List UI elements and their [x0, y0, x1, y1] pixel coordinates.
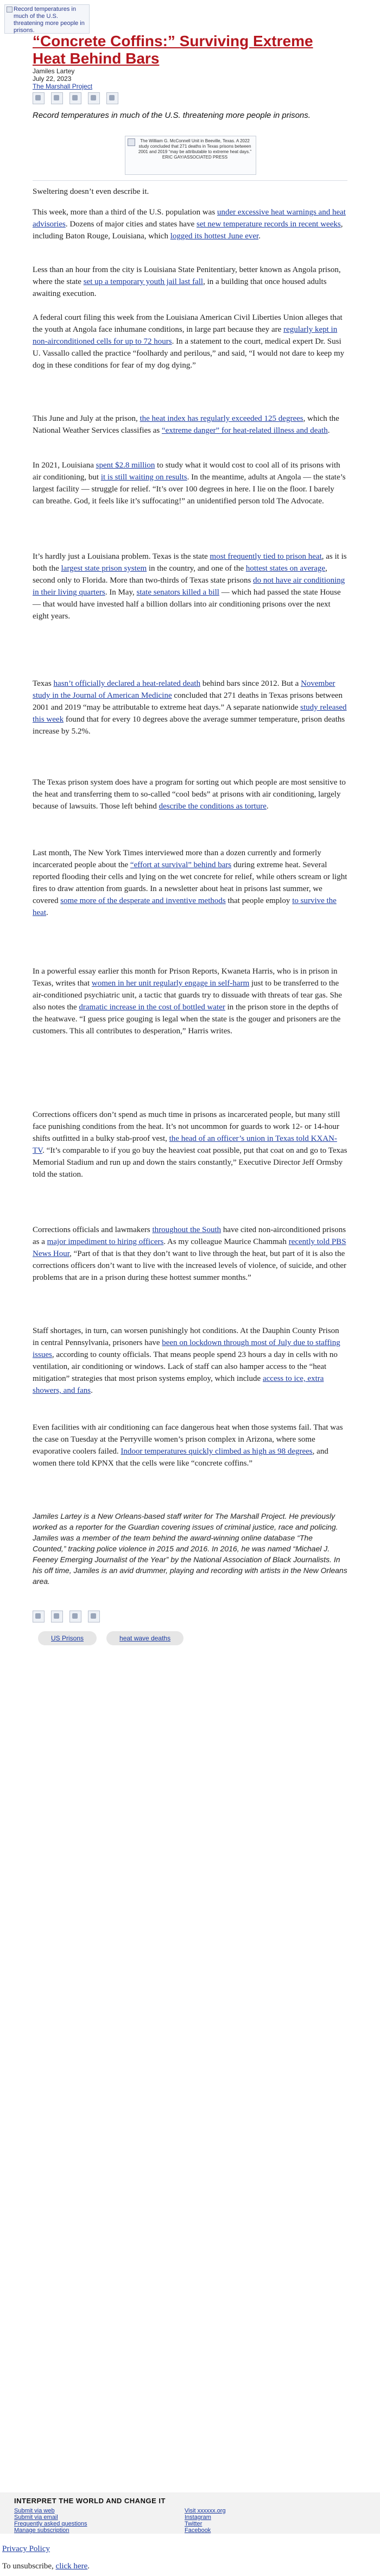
inline-link[interactable]: Indoor temperatures quickly climbed as high as 98 degrees	[121, 1447, 313, 1456]
paragraph: This week, more than a third of the U.S. population was under excessive heat warnings and heat advisories. Dozens of major cities and states have set new temperature records in recent weeks, including Baton Rouge, Louisiana, which logged its hottest June ever.	[33, 208, 346, 241]
inline-link[interactable]: women in her unit regularly engage in self-harm	[91, 979, 250, 988]
paragraph: Corrections officers don’t spend as much time in prisons as incarcerated people, but many still face punishing conditions from the heat. It’s not uncommon for guards to work 12- or 14-hour shifts outfitted in a bulky stab-proof vest, the head of an officer’s union in Texas told KXAN-TV. “It’s comparable to if you go buy the heaviest coat possible, put that coat on and go to Texas Memorial Stadium and run up and down the stairs constantly,” Executive Director Jeff Ormsby told the station.	[33, 1110, 347, 1179]
inline-link[interactable]: state senators killed a bill	[136, 588, 219, 597]
inline-link[interactable]: study released this week	[33, 703, 347, 724]
footer-link[interactable]: Submit via web	[14, 2508, 55, 2514]
inline-link[interactable]: it is still waiting on results	[100, 473, 187, 482]
share-icon[interactable]	[106, 92, 118, 104]
paragraph: Last month, The New York Times interviewed more than a dozen currently and formerly incarcerated people about the “effort at survival” behind bars during extreme heat. Several reported flooding their cells and lying on the wet concrete for relief, while others scream or light fires to draw attention from guards. In a newsletter about heat in prisons last summer, we covered some more of the desperate and inventive methods that people employ to survive the heat.	[33, 849, 347, 917]
inline-link[interactable]: access to ice, extra showers, and fans	[33, 1374, 324, 1395]
inline-link[interactable]: set up a temporary youth jail last fall	[83, 277, 204, 286]
byline	[33, 67, 347, 90]
share-icon[interactable]	[51, 1611, 63, 1622]
author: Jamiles Lartey	[33, 67, 75, 75]
footer-link[interactable]: Facebook	[185, 2527, 211, 2534]
inline-link[interactable]: do not have air conditioning in their living quarters	[33, 576, 345, 597]
inline-link[interactable]: hottest states on average	[245, 564, 326, 573]
inline-link[interactable]: throughout the South	[152, 1226, 221, 1234]
tag-heat-wave-deaths[interactable]: heat wave deaths	[106, 1631, 183, 1645]
paragraph: Even facilities with air conditioning can face dangerous heat when those systems fail. That was the case on Tuesday at the Perryville women’s prison complex in Arizona, where some evaporative coolers failed. Indoor temperatures quickly climbed as high as 98 degrees, and women there told KPNX that the cells were like “concrete coffins.”	[33, 1423, 343, 1468]
hero-image[interactable]	[4, 4, 90, 34]
footer-link[interactable]: Submit via email	[14, 2514, 58, 2521]
article-title[interactable]: “Concrete Coffins:” Surviving Extreme Heat Behind Bars	[33, 33, 313, 67]
inline-link[interactable]: under excessive heat warnings and heat advisories	[33, 208, 346, 229]
inline-link[interactable]: largest state prison system	[61, 564, 147, 573]
inline-link[interactable]: major impediment to hiring officers	[47, 1238, 164, 1246]
inline-link[interactable]: describe the conditions as torture	[159, 802, 267, 811]
unsubscribe-link[interactable]: click here	[55, 2562, 88, 2571]
footer-links-left	[14, 2508, 87, 2534]
inline-link[interactable]: “extreme danger” for heat-related illness and death	[162, 426, 328, 435]
inline-link[interactable]: regularly kept in non-airconditioned cells for up to 72 hours	[33, 325, 338, 346]
paragraph: A federal court filing this week from the Louisiana American Civil Liberties Union alleges that the youth at Angola face inhumane conditions, in large part because they are regularly kept in non-airconditioned cells for up to 72 hours. In a statement to the court, medical expert Dr. Susi U. Vassallo called the practice “foolhardy and perilous,” and said, “I would not dare to keep my dog in these conditions for fear of my dog dying.”	[33, 313, 345, 370]
inline-link[interactable]: “effort at survival” behind bars	[130, 861, 232, 869]
privacy-policy-link[interactable]: Privacy Policy	[2, 2545, 50, 2553]
paragraph: It’s hardly just a Louisiana problem. Texas is the state most frequently tied to prison heat, as it is both the largest state prison system in the country, and one of the hottest states on average, second only to Florida. More than two-thirds of Texas state prisons do not have air conditioning in their living quarters. In May, state senators killed a bill — which had passed the state House — that would have invested half a billion dollars into air conditioning prisons over the next eight years.	[33, 552, 347, 621]
article-dek: Record temperatures in much of the U.S. threatening more people in prisons.	[33, 111, 311, 120]
footer-link[interactable]: Frequently asked questions	[14, 2521, 87, 2527]
inline-link[interactable]: November study in the Journal of American Medicine	[33, 679, 335, 700]
share-icon[interactable]	[33, 1611, 45, 1622]
article-title-block	[33, 33, 347, 67]
hero-image-alt: Record temperatures in much of the U.S. threatening more people in prisons.	[5, 5, 89, 34]
footer-link[interactable]: Visit xxxxxx.org	[185, 2508, 226, 2514]
paragraph: Less than an hour from the city is Louisiana State Penitentiary, better known as Angola prison, where the state set up a temporary youth jail last fall, in a building that once housed adults awaiting execution.	[33, 266, 341, 298]
inline-link[interactable]: been on lockdown through most of July due to staffing issues	[33, 1338, 340, 1359]
share-icon[interactable]	[51, 92, 63, 104]
inline-link[interactable]: the heat index has regularly exceeded 125 degrees	[140, 414, 303, 423]
unsubscribe-line: To unsubscribe, click here.	[2, 2562, 90, 2571]
paragraph: Texas hasn’t officially declared a heat-related death behind bars since 2012. But a November study in the Journal of American Medicine concluded that 271 deaths in Texas prisons between 2001 and 2019 “may be attributable to extreme heat days.” A separate nationwide study released this week found that for every 10 degrees above the average summer temperature, prison deaths increase by 5.2%.	[33, 679, 347, 736]
share-icon[interactable]	[69, 1611, 81, 1622]
share-buttons	[33, 1611, 347, 1622]
paragraph: In a powerful essay earlier this month for Prison Reports, Kwaneta Harris, who is in prison in Texas, writes that women in her unit regularly engage in self-harm just to be transferred to the air-conditioned psychiatric unit, a tactic that guards try to dissuade with threats of tear gas. She also notes the dramatic increase in the cost of bottled water in the prison store in the depths of the heatwave. “I guess price gouging is legal when the state is the gouger and prisoners are the customers. This all contributes to desperation,” Harris writes.	[33, 967, 342, 1036]
image-icon	[128, 138, 135, 146]
footer-title: INTERPRET THE WORLD AND CHANGE IT	[14, 2497, 166, 2505]
share-buttons	[33, 92, 347, 104]
inline-link[interactable]: most frequently tied to prison heat	[210, 552, 322, 561]
inline-link[interactable]: some more of the desperate and inventive methods	[60, 896, 226, 905]
inline-link[interactable]: dramatic increase in the cost of bottled water	[79, 1003, 225, 1012]
footer-links-right	[185, 2508, 226, 2534]
footer	[0, 2492, 380, 2534]
share-icon[interactable]	[33, 92, 45, 104]
divider	[33, 180, 347, 181]
footer-link[interactable]: Instagram	[185, 2514, 211, 2521]
share-icon[interactable]	[88, 92, 100, 104]
photo-caption: The William G. McConnell Unit in Beeville, Texas. A 2022 study concluded that 271 deaths in Texas prisons between 2001 and 2019 “may be attributable to extreme heat days.” ERIC GAY/ASSOCIATED PRESS	[138, 138, 252, 160]
privacy-policy	[2, 2545, 50, 2554]
paragraph: This June and July at the prison, the heat index has regularly exceeded 125 degrees, which the National Weather Services classifies as “extreme danger” for heat-related illness and death.	[33, 414, 339, 435]
footer-link[interactable]: Twitter	[185, 2521, 202, 2527]
paragraph: In 2021, Louisiana spent $2.8 million to study what it would cost to cool all of its prisons with air conditioning, but it is still waiting on results. In the meantime, adults at Angola — the state’s largest facility — struggle for relief. “It’s over 100 degrees in here. I lie on the floor. I barely can breathe. God, it feels like it’s suffocating!” an unidentified person told The Advocate.	[33, 461, 346, 506]
paragraph: Staff shortages, in turn, can worsen punishingly hot conditions. At the Dauphin County Prison in central Pennsylvania, prisoners have been on lockdown through most of July due to staffing issues, according to county officials. That means people spend 23 hours a day in cells with no ventilation, air conditioning or windows. Lack of staff can also hamper access to the “heat mitigation” strategies that most prison systems employ, which include access to ice, extra showers, and fans.	[33, 1327, 340, 1395]
inline-link[interactable]: the head of an officer’s union in Texas told KXAN-TV	[33, 1134, 337, 1155]
share-icon[interactable]	[69, 92, 81, 104]
author-bio: Jamiles Lartey is a New Orleans-based staff writer for The Marshall Project. He previously worked as a reporter for the Guardian covering issues of criminal justice, race and policing. Jamiles was a member of the team behind the award-winning online database “The Counted,” tracking police violence in 2015 and 2016. In 2016, he was named “Michael J. Feeney Emerging Journalist of the Year” by the National Association of Black Journalists. In his off time, Jamiles is an avid drummer, playing and recording with artists in the New Orleans area.	[33, 1512, 347, 1586]
inline-link[interactable]: to survive the heat	[33, 896, 337, 917]
inline-link[interactable]: recently told PBS News Hour	[33, 1238, 346, 1258]
article-photo[interactable]	[125, 136, 256, 175]
date: July 22, 2023	[33, 75, 72, 83]
inline-link[interactable]: logged its hottest June ever	[170, 232, 259, 241]
share-icon[interactable]	[88, 1611, 100, 1622]
inline-link[interactable]: spent $2.8 million	[96, 461, 155, 470]
paragraph: Sweltering doesn’t even describe it.	[33, 187, 149, 196]
inline-link[interactable]: hasn’t officially declared a heat-related death	[53, 679, 201, 688]
publication-link[interactable]: The Marshall Project	[33, 83, 93, 90]
paragraph: The Texas prison system does have a program for sorting out which people are most sensitive to the heat and transferring them to so-called “cool beds” at prisons with air conditioning, largely because of lawsuits. Those left behind describe the conditions as torture.	[33, 778, 346, 811]
tag-list	[38, 1631, 183, 1645]
tag-us-prisons[interactable]: US Prisons	[38, 1631, 97, 1645]
inline-link[interactable]: set new temperature records in recent weeks	[197, 220, 341, 229]
paragraph: Corrections officials and lawmakers throughout the South have cited non-airconditioned prisons as a major impediment to hiring officers. As my colleague Maurice Chammah recently told PBS News Hour, “Part of that is that they don’t want to live through the heat, but part of it is also the corrections officers don’t want to live with the increased levels of violence, of suicide, and other problems that are in a prison during these hottest summer months.”	[33, 1226, 347, 1282]
footer-link[interactable]: Manage subscription	[14, 2527, 69, 2534]
